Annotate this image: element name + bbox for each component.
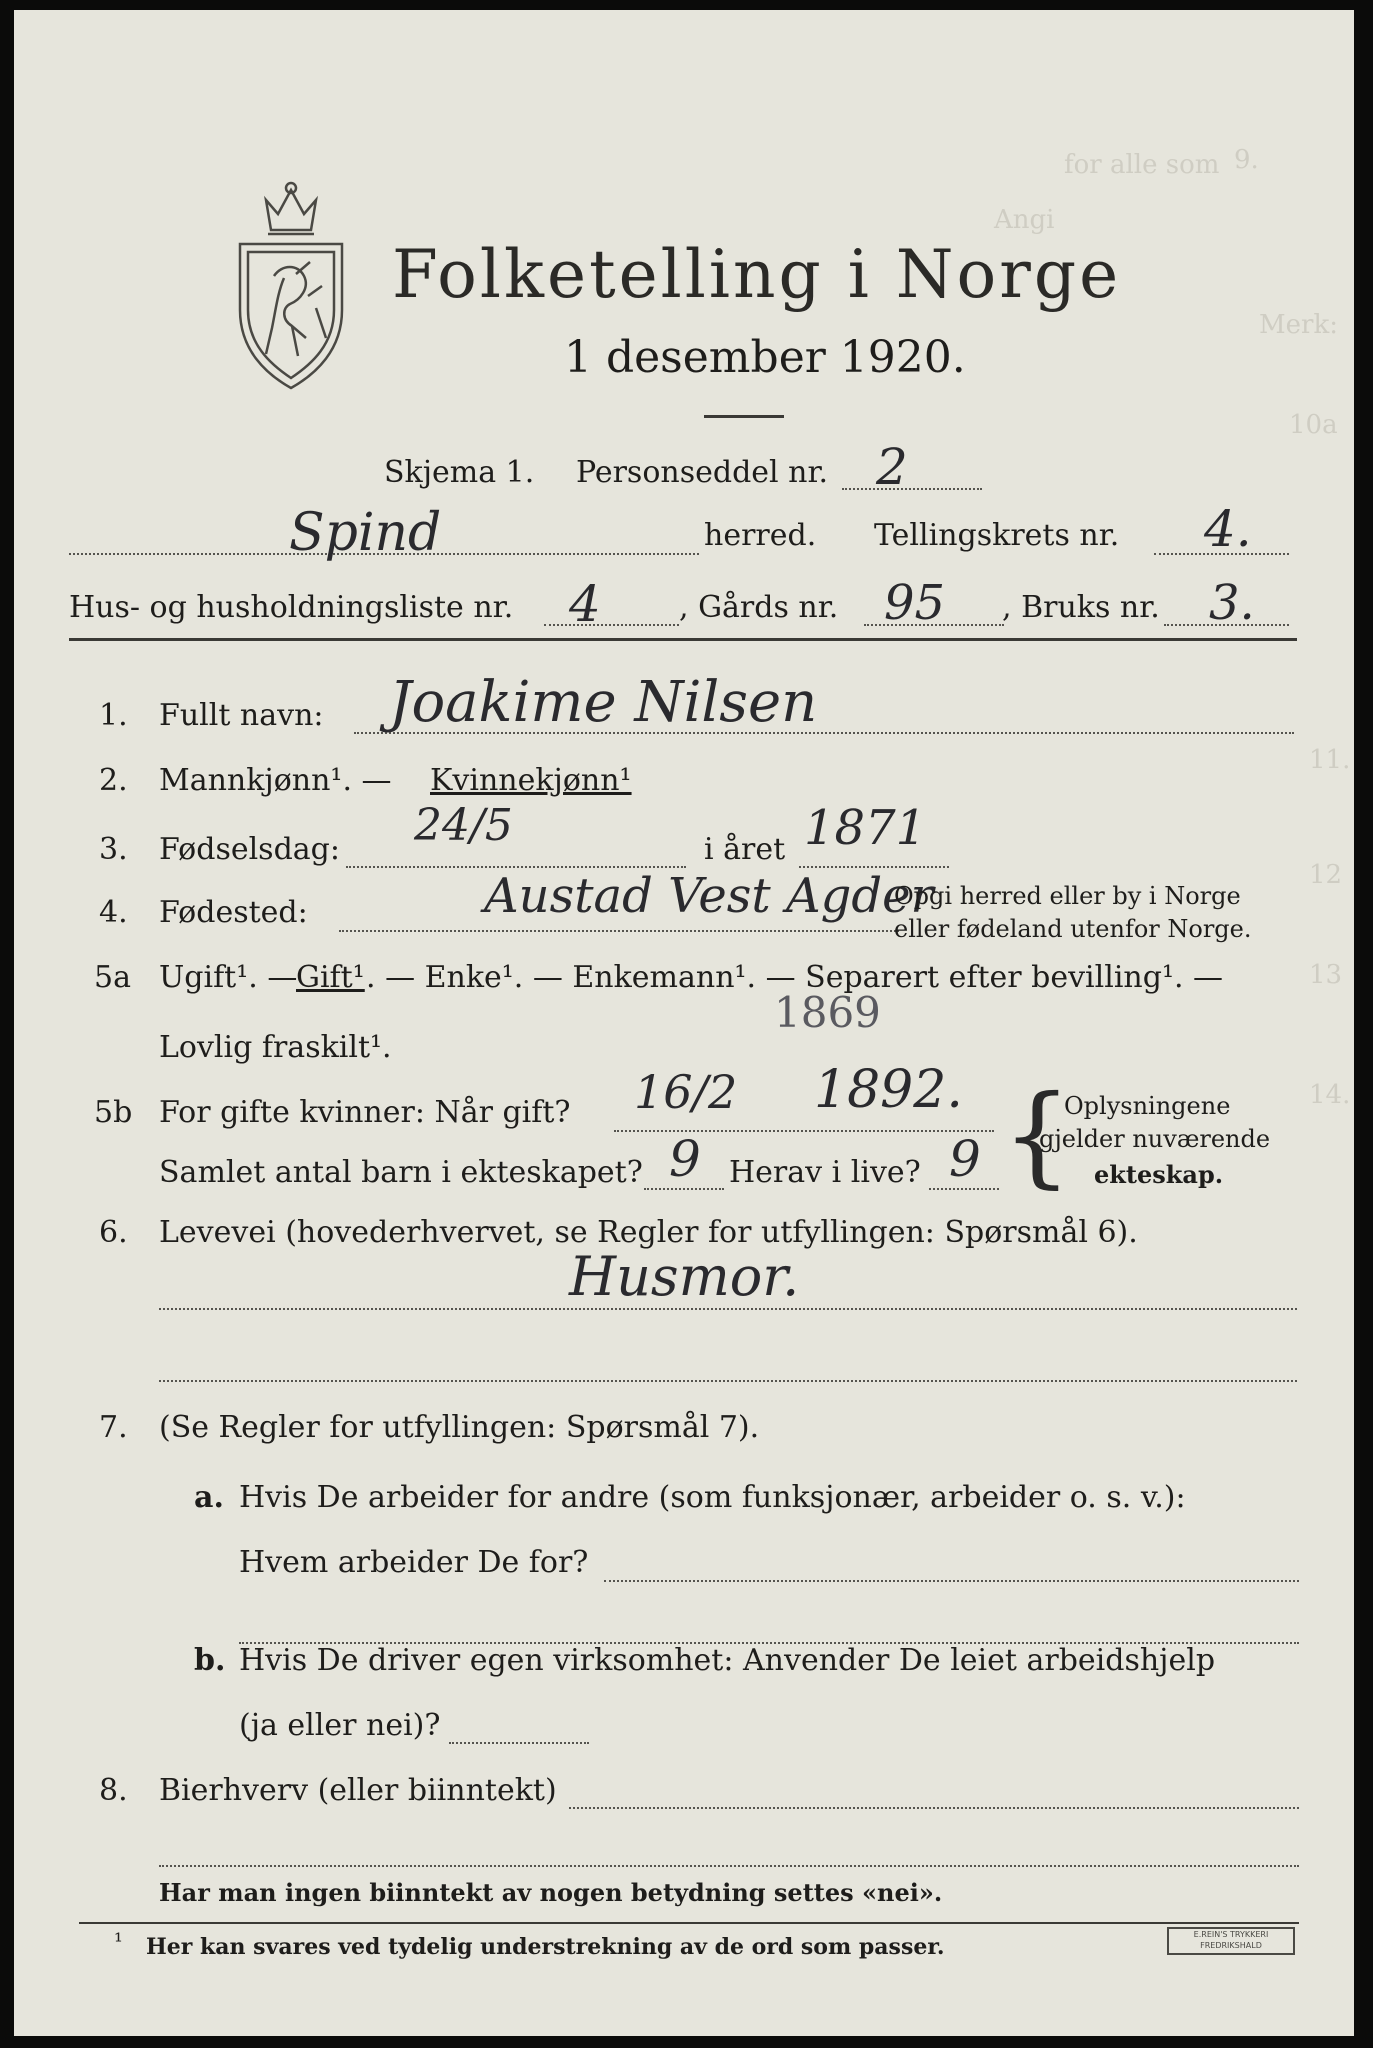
- employer-field: [604, 1580, 1299, 1582]
- tellingskrets-label: Tellingskrets nr.: [874, 518, 1120, 553]
- side-income-label: Bierhverv (eller biinntekt): [159, 1773, 557, 1808]
- gift-option-underlined: Gift¹: [296, 960, 365, 995]
- schema-label: Skjema 1.: [384, 455, 535, 490]
- children-alive-field: [929, 1188, 999, 1190]
- question-number: 5a: [94, 960, 131, 995]
- full-name-label: Fullt navn:: [159, 698, 324, 733]
- bleed-through-text: 9.: [1234, 145, 1259, 175]
- ugift-option: Ugift¹. —: [159, 960, 298, 995]
- tellingskrets-value: 4.: [1204, 500, 1252, 558]
- bleed-through-text: Angi: [994, 205, 1055, 235]
- occupation-value: Husmor.: [569, 1245, 800, 1308]
- personseddel-field: [842, 488, 982, 490]
- census-form: [14, 10, 1354, 2036]
- question-7b-letter: b.: [194, 1643, 226, 1678]
- married-date-value: 16/2: [634, 1065, 738, 1119]
- header-divider: [704, 415, 784, 418]
- married-year-value: 1892.: [814, 1060, 963, 1120]
- question-number: 4.: [99, 895, 128, 930]
- employer-label: Hvem arbeider De for?: [239, 1545, 589, 1580]
- bleed-through-text: Merk:: [1259, 310, 1338, 340]
- personseddel-value: 2: [876, 438, 908, 496]
- children-alive-label: Herav i live?: [729, 1155, 921, 1190]
- bleed-through-text: 10a: [1289, 410, 1338, 440]
- side-income-field-2: [159, 1865, 1299, 1867]
- bleed-through-text: for alle som: [1064, 150, 1220, 180]
- form-date: 1 desember 1920.: [564, 332, 966, 383]
- gards-value: 95: [884, 575, 946, 631]
- section-divider: [69, 638, 1297, 641]
- occupation-field: [159, 1308, 1297, 1310]
- question-number: 8.: [99, 1773, 128, 1808]
- birthplace-note: eller fødeland utenfor Norge.: [894, 915, 1252, 943]
- birthplace-value: Austad Vest Agder: [484, 868, 934, 924]
- printer-stamp-text: E.REIN'S TRYKKERI FREDRIKSHALD: [1193, 1930, 1269, 1950]
- herred-value: Spind: [289, 503, 442, 563]
- occupation-field-2: [159, 1380, 1297, 1382]
- birthdate-label: Fødselsdag:: [159, 832, 340, 867]
- question-7a-letter: a.: [194, 1480, 224, 1515]
- question-number: 1.: [99, 698, 128, 733]
- marital-options: . — Enke¹. — Enkemann¹. — Separert efter bevilling¹. —: [366, 960, 1224, 995]
- children-total-field: [644, 1188, 724, 1190]
- footnote-marker: ¹: [114, 1930, 123, 1955]
- herred-label: herred.: [704, 518, 817, 553]
- children-total-value: 9: [669, 1130, 701, 1188]
- bleed-through-text: 12: [1309, 860, 1343, 890]
- question-number: 2.: [99, 763, 128, 798]
- children-alive-value: 9: [949, 1130, 981, 1188]
- annotation-year: 1869: [774, 988, 881, 1037]
- bruks-value: 3.: [1209, 575, 1255, 631]
- personseddel-label: Personseddel nr.: [576, 455, 829, 490]
- bleed-through-text: 11.: [1309, 745, 1351, 775]
- question-number: 6.: [99, 1215, 128, 1250]
- husliste-value: 4: [569, 575, 601, 633]
- husliste-label: Hus- og husholdningsliste nr.: [69, 590, 514, 625]
- printer-stamp: [1167, 1927, 1295, 1955]
- occupation-label: Levevei (hovederhvervet, se Regler for utfyllingen: Spørsmål 6).: [159, 1215, 1138, 1250]
- husliste-field: [544, 624, 679, 626]
- full-name-value: Joakime Nilsen: [389, 670, 818, 735]
- married-when-label: For gifte kvinner: Når gift?: [159, 1095, 571, 1130]
- footnote-divider: [79, 1922, 1299, 1924]
- question-7b-label: Hvis De driver egen virksomhet: Anvender De leiet arbeidshjelp: [239, 1643, 1216, 1678]
- side-income-note: Har man ingen biinntekt av nogen betydning settes «nei».: [159, 1878, 943, 1907]
- footnote-text: Her kan svares ved tydelig understrekning av de ord som passer.: [146, 1934, 945, 1960]
- norwegian-coat-of-arms-icon: [226, 178, 356, 393]
- question-number: 5b: [94, 1095, 133, 1130]
- birthplace-note: Opgi herred eller by i Norge: [894, 882, 1241, 910]
- bleed-through-text: 14.: [1309, 1080, 1351, 1110]
- lovlig-fraskilt-option: Lovlig fraskilt¹.: [159, 1030, 392, 1065]
- bleed-through-text: 13: [1309, 960, 1343, 990]
- female-option-underlined: Kvinnekjønn¹: [430, 763, 632, 798]
- gards-label: , Gårds nr.: [679, 590, 839, 625]
- children-total-label: Samlet antal barn i ekteskapet?: [159, 1155, 643, 1190]
- question-7-label: (Se Regler for utfyllingen: Spørsmål 7).: [159, 1410, 760, 1445]
- marriage-note: Oplysningene: [1064, 1092, 1231, 1120]
- birthplace-field: [339, 930, 899, 932]
- birth-year-label: i året: [704, 832, 786, 867]
- question-number: 3.: [99, 832, 128, 867]
- birth-year-value: 1871: [804, 800, 927, 856]
- hired-help-field: [449, 1742, 589, 1744]
- birthdate-value: 24/5: [414, 800, 513, 851]
- birthplace-label: Fødested:: [159, 895, 308, 930]
- marriage-note: ekteskap.: [1094, 1160, 1224, 1189]
- brace-decoration: {: [1002, 1071, 1072, 1199]
- form-title: Folketelling i Norge: [392, 236, 1122, 313]
- male-option: Mannkjønn¹. —: [159, 763, 392, 798]
- marriage-note: gjelder nuværende: [1039, 1125, 1271, 1153]
- hired-help-label: (ja eller nei)?: [239, 1708, 441, 1743]
- bruks-label: , Bruks nr.: [1002, 590, 1160, 625]
- side-income-field: [569, 1807, 1299, 1809]
- question-7a-label: Hvis De arbeider for andre (som funksjonær, arbeider o. s. v.):: [239, 1480, 1186, 1515]
- question-number: 7.: [99, 1410, 128, 1445]
